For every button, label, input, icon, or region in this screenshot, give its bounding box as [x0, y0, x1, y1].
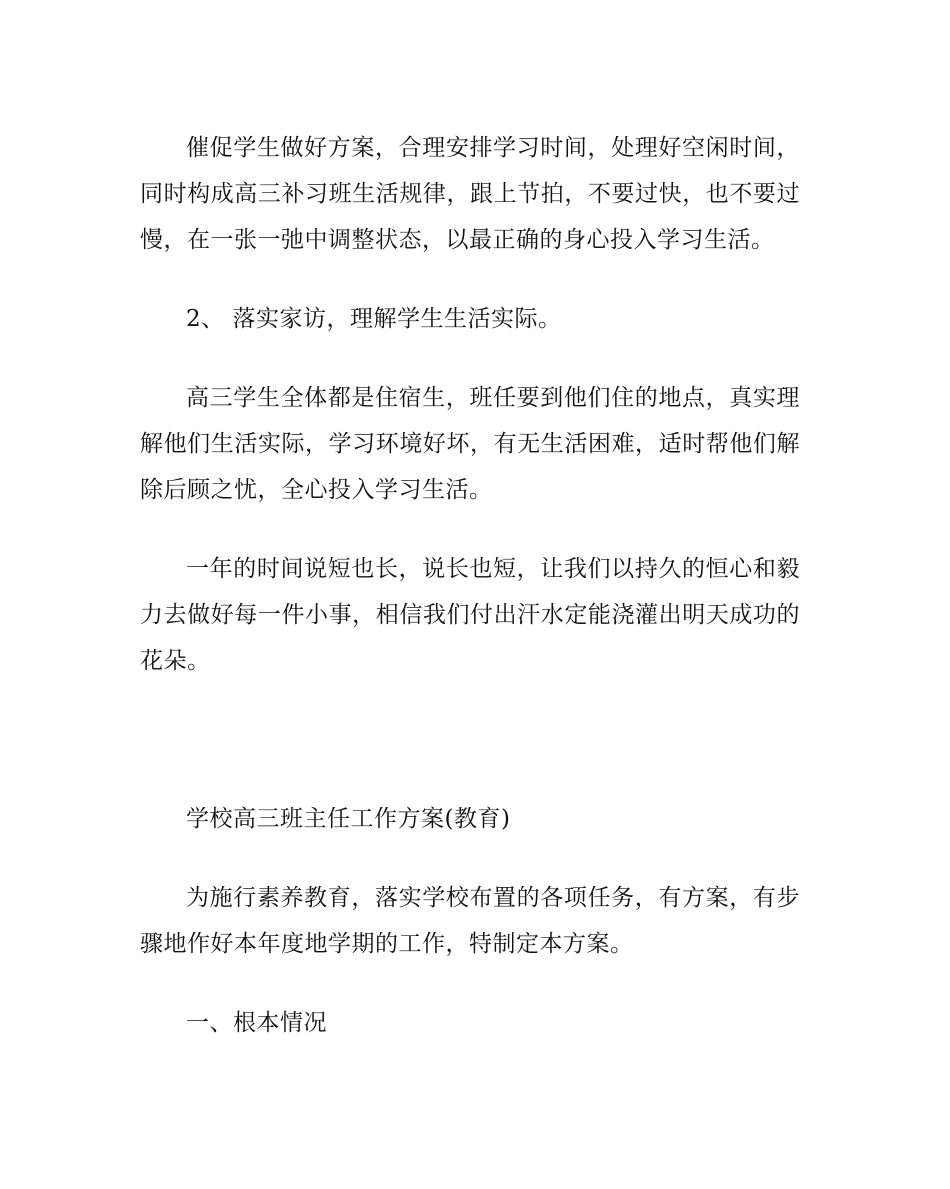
document-body	[140, 125, 800, 1046]
paragraph-study-plan: 催促学生做好方案，合理安排学习时间，处理好空闲时间，同时构成高三补习班生活规律，跟上节拍，不要过快，也不要过慢，在一张一弛中调整状态，以最正确的身心投入学习生活。	[140, 135, 800, 253]
paragraph-spacer	[140, 967, 800, 1000]
paragraph-closing: 一年的时间说短也长，说长也短，让我们以持久的恒心和毅力去做好每一件小事，相信我们付出汗水定能浇灌出明天成功的花朵。	[140, 556, 800, 674]
paragraph-intro: 为施行素养教育，落实学校布置的各项任务，有方案，有步骤地作好本年度地学期的工作，特制定本方案。	[140, 885, 800, 957]
paragraph-spacer	[140, 842, 800, 875]
paragraph-spacer	[140, 513, 800, 546]
heading-basic-situation: 一、根本情况	[186, 1010, 327, 1036]
paragraph-home-visit-heading: 2、 落实家访，理解学生生活实际。	[186, 306, 562, 332]
section-title: 学校高三班主任工作方案(教育)	[186, 806, 511, 832]
paragraph-boarding-students: 高三学生全体都是住宿生，班任要到他们住的地点，真实理解他们生活实际，学习环境好坏，有无生活困难，适时帮他们解除后顾之忧，全心投入学习生活。	[140, 385, 800, 503]
section-spacer	[140, 684, 800, 796]
paragraph-spacer	[140, 342, 800, 375]
paragraph-spacer	[140, 263, 800, 296]
